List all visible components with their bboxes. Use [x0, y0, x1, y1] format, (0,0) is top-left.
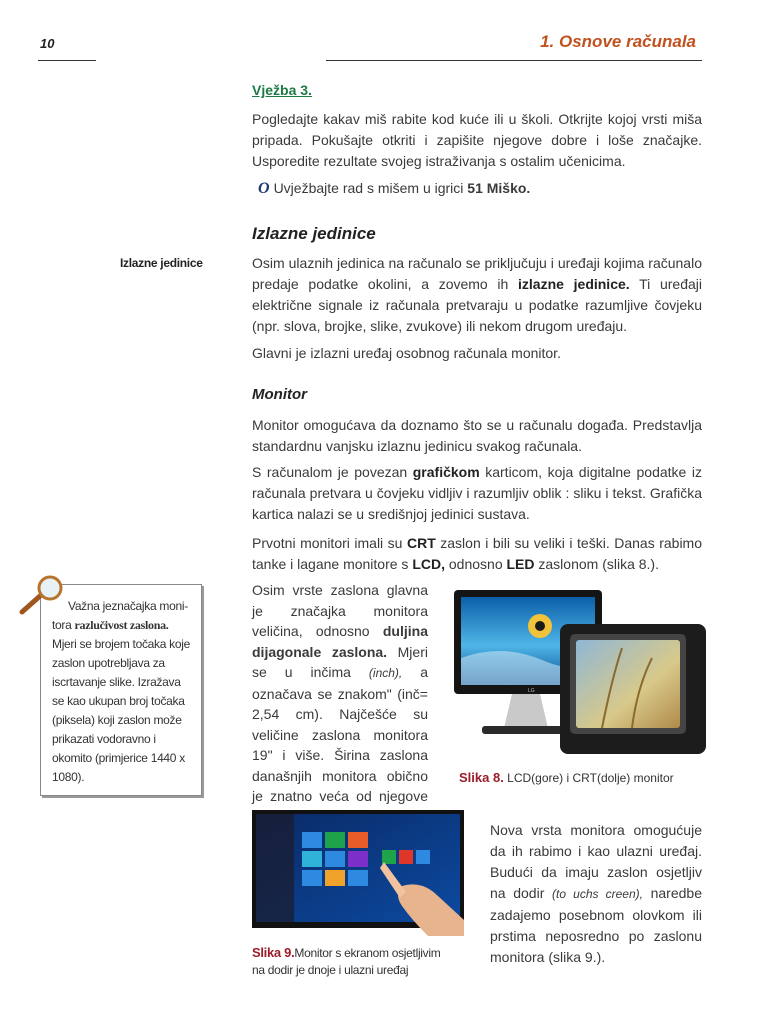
header-rule-left: [38, 60, 96, 61]
figure-9-label: Slika 9.: [252, 945, 295, 960]
diagonal-paragraph: Osim vrste zaslona glavna je značajka monitora veličina, odnosno duljina dijagonale zaslona. Mjeri se u inčima (inch), a označava se znakom" (inč= 2,54 cm). Najčešće su veličine zaslona monitora 19" i više. Širina zaslona današnjih monitora obično je znatno veća od njegove: [252, 582, 428, 804]
header-rule-right: [326, 60, 702, 61]
monitor-paragraph-3: Prvotni monitori imali su CRT zaslon i bili su veliki i teški. Danas rabimo tanke i lagane monitore s LCD, odnosno LED zaslonom (slika 8.).: [252, 535, 703, 572]
monitor-paragraph-2: S računalom je povezan grafičkom karticom, koja digitalne podatke iz računala pretvara u čovjeku vidljiv i razumljiv oblik : sliku i tekst. Grafička kartica nalazi se u središnjoj jedinici sustava.: [252, 464, 702, 522]
figure-8-label: Slika 8.: [459, 770, 504, 785]
section-paragraph-2: Glavni je izlazni uređaj osobnog računala monitor.: [252, 345, 561, 361]
section-paragraph-1: Osim ulaznih jedinica na računalo se priključuju i uređaji kojima računalo predaje podatke okolini, a zovemo ih izlazne jedinice. Ti uređaji električne signale iz računala pretvaraju u podatke razumljive čovjeku (npr. slova, brojke, slike, zvukove) ili nekom drugom uređaju.: [252, 255, 702, 334]
practice-line: [258, 180, 530, 198]
monitor-heading: Monitor: [252, 386, 307, 403]
figure-8-caption: Slika 8. LCD(gore) i CRT(dolje) monitor: [459, 770, 674, 785]
chapter-title: 1. Osnove računala: [540, 32, 696, 51]
lcd-brand-text: LG: [528, 688, 535, 694]
figure-8-monitors-image: [452, 588, 708, 756]
section-heading: Izlazne jedinice: [252, 224, 376, 243]
exercise-title: Vježba 3.: [252, 82, 312, 98]
monitor-paragraph-1: Monitor omogućava da doznamo što se u računalu događa. Predstavlja standardnu vanjsku izlaznu jedinicu svakog računala.: [252, 417, 702, 454]
figure-9-touchscreen-image: [252, 810, 464, 936]
touchscreen-paragraph: Nova vrsta monitora omogućuje da ih rabimo i kao ulazni uređaj. Budući da imaju zaslon osjetljiv na dodir (to uchs creen), naredbe zadajemo posebnom olovkom ili prstima neposredno po zaslonu monitora (slika 9.).: [490, 822, 702, 965]
practice-text: Uvježbajte rad s mišem u igrici: [273, 180, 464, 196]
practice-game: 51 Miško.: [467, 180, 531, 196]
note-text: Važna jeznačajka moni- tora razlučivost zaslona. Mjeri se brojem točaka koje zaslon upotrebljava za iscrtavanje slike. Izražava se kao ukupan broj točaka (piksela) koji zaslon može prikazati vodoravno i okomito (primjerice 1440 x 1080).: [52, 599, 190, 784]
exercise-text: Pogledajte kakav miš rabite kod kuće ili u školi. Otkrijte kojoj vrsti miša pripada. Pokušajte otkriti i zapišite njegove dobre i loše značajke. Usporedite rezultate svojeg istraživanja s ostalim učenicima.: [252, 111, 702, 169]
margin-label: Izlazne jedinice: [120, 256, 203, 270]
term-output-units: izlazne jedinice.: [518, 276, 630, 292]
figure-9-caption: Slika 9.Monitor s ekranom osjetljivim na dodir je dnoje i ulazni uređaj: [252, 945, 441, 977]
page-number: 10: [40, 36, 55, 51]
practice-bullet-icon: O: [258, 180, 270, 197]
